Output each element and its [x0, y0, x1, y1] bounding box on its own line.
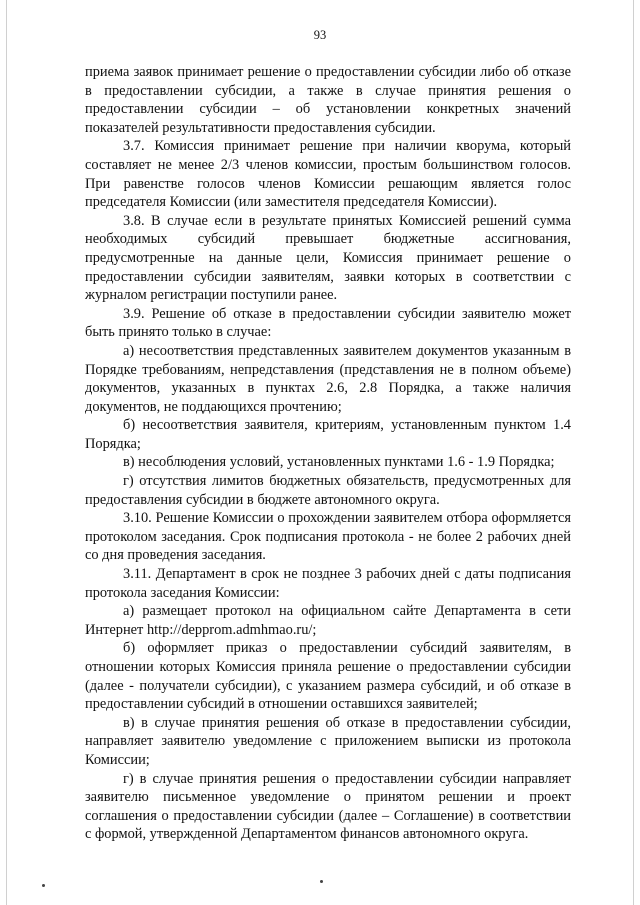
paragraph: 3.9. Решение об отказе в предоставлении субсидии заявителю может быть принято только в случае:	[85, 305, 571, 341]
document-body	[85, 63, 571, 844]
paragraph: а) размещает протокол на официальном сайте Департамента в сети Интернет http://depprom.admhmao.ru/;	[85, 603, 571, 638]
paragraph: б) несоответствия заявителя, критериям, установленным пунктом 1.4 Порядка;	[85, 417, 571, 452]
paragraph: г) отсутствия лимитов бюджетных обязательств, предусмотренных для предоставления субсидии в бюджете автономного округа.	[85, 473, 571, 508]
paragraph: г) в случае принятия решения о предоставлении субсидии направляет заявителю письменное уведомление о принятом решении и проект соглашения о предоставлении субсидии (далее – Соглашение) в соответствии с формой, утвержденной Департаментом финансов автономного округа.	[85, 770, 571, 843]
scan-edge-left	[6, 0, 7, 905]
paragraph: в) несоблюдения условий, установленных пунктами 1.6 - 1.9 Порядка;	[123, 454, 555, 471]
paragraph: 3.7. Комиссия принимает решение при наличии кворума, который составляет не менее 2/3 членов комиссии, простым большинством голосов. При равенстве голосов членов Комиссии решающим является голос председателя Комиссии (или заместителя председателя Комиссии).	[85, 138, 571, 211]
scan-speck	[42, 884, 45, 887]
scan-speck	[320, 880, 323, 883]
paragraph: приема заявок принимает решение о предоставлении субсидии либо об отказе в предоставлении субсидии, а также в случае принятия решения о предоставлении субсидии – об установлении конкретных значений показателей результативности предоставления субсидии.	[85, 64, 571, 136]
paragraph: 3.10. Решение Комиссии о прохождении заявителем отбора оформляется протоколом заседания. Срок подписания протокола - не более 2 рабочих дней со дня проведения заседания.	[85, 510, 571, 564]
paragraph: 3.8. В случае если в результате принятых Комиссией решений сумма необходимых субсидий превышает бюджетные ассигнования, предусмотренные на данные цели, Комиссия принимает решение о предоставлении субсидии заявителям, заявки которых в соответствии с журналом регистрации поступили ранее.	[85, 212, 571, 304]
paragraph: б) оформляет приказ о предоставлении субсидий заявителям, в отношении которых Комиссия приняла решение о предоставлении субсидии (далее - получатели субсидии), с указанием размера субсидий, и об отказе в предоставлении субсидий в отношении оставшихся заявителей;	[85, 640, 571, 713]
paragraph: в) в случае принятия решения об отказе в предоставлении субсидии, направляет заявителю уведомление с приложением выписки из протокола Комиссии;	[85, 714, 571, 768]
paragraph: а) несоответствия представленных заявителем документов указанным в Порядке требованиям, непредставления (представления не в полном объеме) документов, указанных в пунктах 2.6, 2.8 Порядка, а также наличия документов, не поддающихся прочтению;	[85, 342, 571, 415]
page-number: 93	[313, 28, 327, 42]
paragraph: 3.11. Департамент в срок не позднее 3 рабочих дней с даты подписания протокола заседания Комиссии:	[85, 566, 571, 601]
scan-edge-right	[633, 0, 634, 905]
